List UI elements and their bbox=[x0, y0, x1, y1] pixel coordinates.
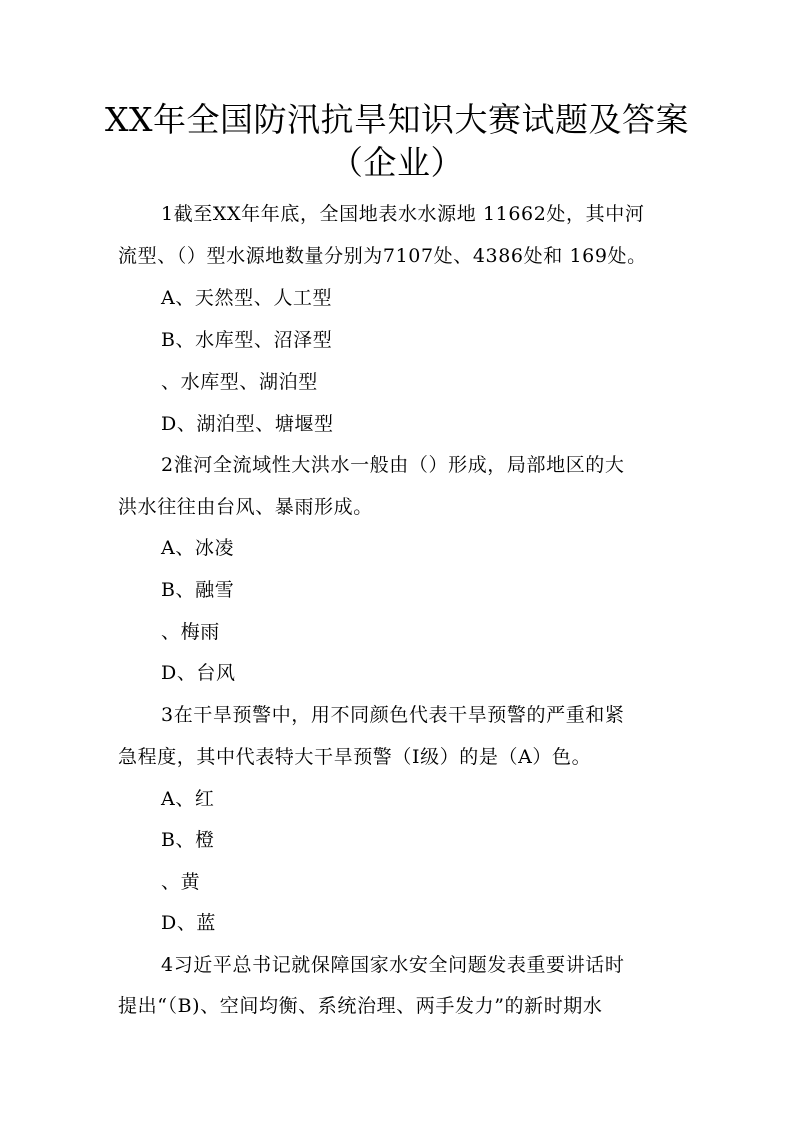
question-1-text-line-2: 流型、（）型水源地数量分别为7107处、4386处和 169处。 bbox=[118, 245, 647, 267]
question-3-option-d: D、蓝 bbox=[161, 912, 217, 934]
question-2-option-b: B、融雪 bbox=[161, 579, 235, 601]
question-1-option-c: 、水库型、湖泊型 bbox=[161, 371, 318, 393]
question-4-text-line-2: 提出“（B)、空间均衡、系统治理、两手发力”的新时期水 bbox=[118, 995, 603, 1017]
question-3-option-c: 、黄 bbox=[161, 871, 201, 893]
question-2-text-line-1: 2淮河全流域性大洪水一般由（）形成，局部地区的大 bbox=[161, 454, 625, 476]
document-title: XX年全国防汛抗旱知识大赛试题及答案 bbox=[105, 100, 689, 139]
question-3-option-b: B、橙 bbox=[161, 829, 215, 851]
question-3-text-line-1: 3在干旱预警中，用不同颜色代表干旱预警的严重和紧 bbox=[161, 704, 625, 726]
question-1-option-a: A、天然型、人工型 bbox=[161, 287, 333, 309]
question-3-text-line-2: 急程度，其中代表特大干旱预警（Ⅰ级）的是（A）色。 bbox=[118, 746, 592, 768]
question-1-option-b: B、水库型、沼泽型 bbox=[161, 329, 333, 351]
question-4-text-line-1: 4习近平总书记就保障国家水安全问题发表重要讲话时 bbox=[161, 954, 625, 976]
question-2-option-a: A、冰凌 bbox=[161, 537, 235, 559]
question-1-option-d: D、湖泊型、塘堰型 bbox=[161, 413, 334, 435]
question-2-text-line-2: 洪水往往由台风、暴雨形成。 bbox=[118, 496, 373, 518]
document-subtitle: （企业） bbox=[330, 143, 464, 182]
question-2-option-c: 、梅雨 bbox=[161, 621, 220, 643]
question-3-option-a: A、红 bbox=[161, 788, 215, 810]
question-2-option-d: D、台风 bbox=[161, 662, 236, 684]
question-1-text-line-1: 1截至XX年年底，全国地表水水源地 11662处，其中河 bbox=[161, 203, 645, 225]
